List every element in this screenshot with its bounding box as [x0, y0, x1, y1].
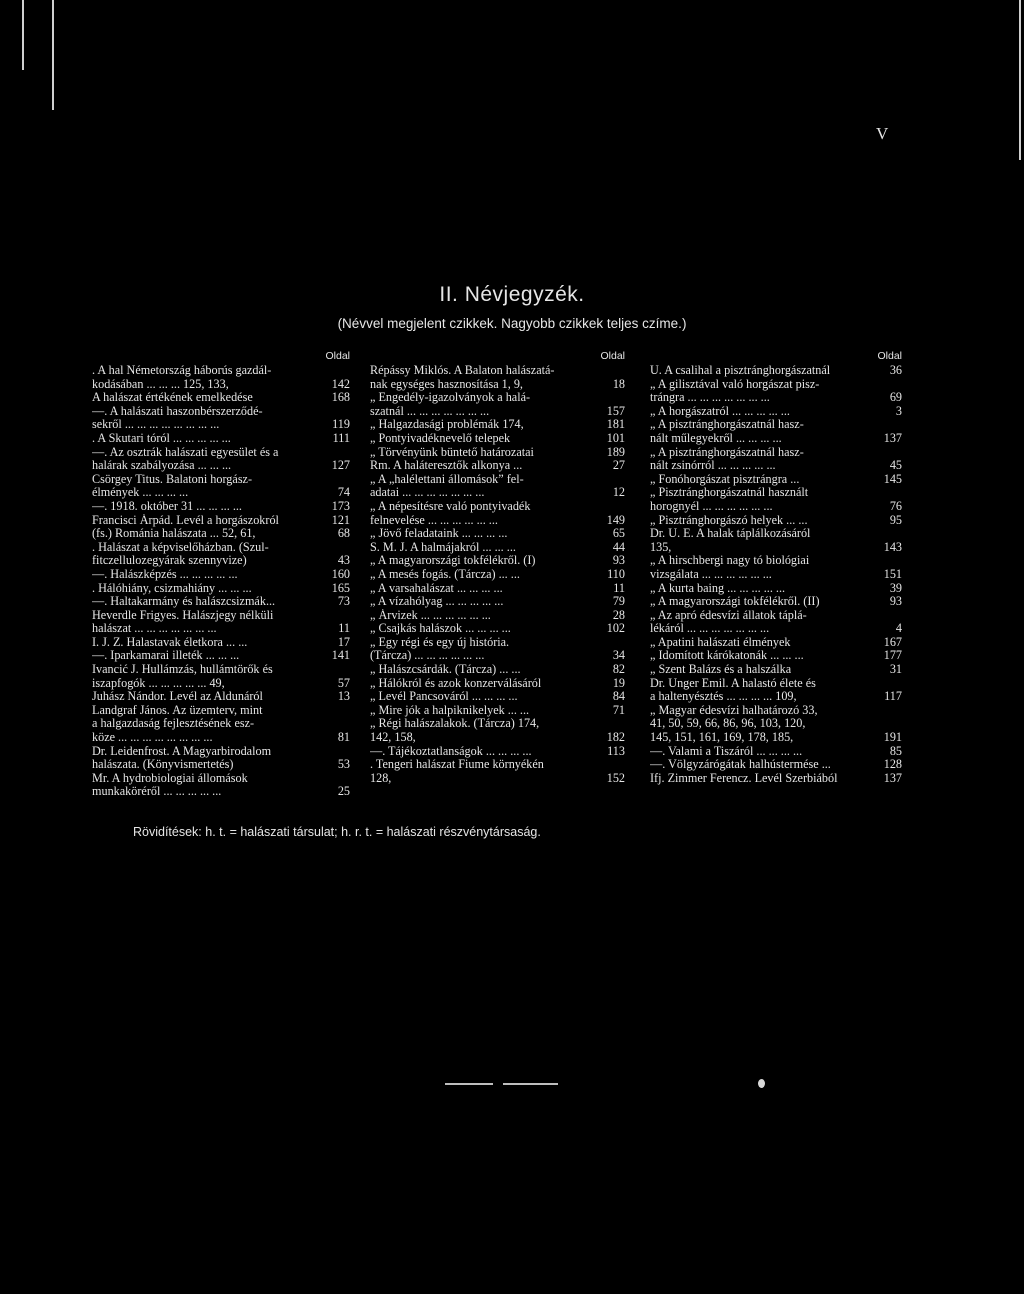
- entry-page: 74: [337, 485, 350, 500]
- entry-text: halászata. (Könyvismertetés): [92, 758, 234, 772]
- entry-page: 3: [895, 403, 902, 418]
- entry-page: 145: [883, 471, 902, 486]
- index-entry: [370, 609, 625, 623]
- entry-text: halászat ... ... ... ... ... ... ...: [92, 622, 217, 636]
- entry-page: 110: [607, 566, 625, 581]
- index-entry: [370, 418, 625, 432]
- index-entry: [370, 486, 625, 500]
- entry-text: . Halászat a képviselőházban. (Szul-: [92, 540, 269, 554]
- index-entry: [92, 690, 350, 704]
- index-entry: [92, 649, 350, 663]
- entry-text: Ivancić J. Hullámzás, hullámtörők és: [92, 663, 273, 677]
- entry-page: 25: [337, 784, 350, 799]
- index-entry: [650, 446, 902, 460]
- entry-text: „ A vízahólyag ... ... ... ... ...: [370, 595, 504, 609]
- index-entry: [650, 622, 902, 636]
- entry-text: —. 1918. október 31 ... ... ... ...: [92, 499, 242, 513]
- scan-dot-mark: [758, 1079, 765, 1088]
- entry-text: A halászat értékének emelkedése: [92, 391, 253, 405]
- entry-page: 43: [337, 553, 350, 568]
- index-entry: [650, 649, 902, 663]
- index-entry: [370, 432, 625, 446]
- entry-text: Csörgey Titus. Balatoni horgász-: [92, 472, 253, 486]
- entry-page: 143: [883, 539, 902, 554]
- entry-page: 95: [889, 512, 902, 527]
- entry-page: 13: [337, 689, 350, 704]
- entry-text: „ A magyarországi tokfélékről. (II): [650, 595, 820, 609]
- entry-text: Landgraf János. Az üzemterv, mint: [92, 703, 263, 717]
- index-entry: [650, 772, 902, 786]
- index-entry: [92, 541, 350, 555]
- entry-page: 81: [337, 730, 350, 745]
- index-entry: [650, 595, 902, 609]
- entry-text: „ Hálókról és azok konzerválásáról: [370, 676, 542, 690]
- entry-text: —. Haltakarmány és halászcsizmák...: [92, 595, 276, 609]
- index-entry: [370, 405, 625, 419]
- index-entry: [650, 677, 902, 691]
- entry-page: 113: [607, 743, 625, 758]
- index-entry: [370, 459, 625, 473]
- index-entry: [650, 554, 902, 568]
- index-entry: [650, 405, 902, 419]
- entry-text: Francisci Árpád. Levél a horgászokról: [92, 513, 279, 527]
- entry-page: 19: [612, 675, 625, 690]
- entry-page: 127: [331, 458, 350, 473]
- entry-page: 167: [883, 634, 902, 649]
- entry-page: 149: [606, 512, 625, 527]
- index-entry: [370, 514, 625, 528]
- entry-text: „ Jövő feladataink ... ... ... ...: [370, 527, 508, 541]
- entry-page: 68: [337, 526, 350, 541]
- entry-page: 189: [606, 444, 625, 459]
- index-entry: [650, 731, 902, 745]
- entry-text: trángra ... ... ... ... ... ... ...: [650, 391, 770, 405]
- entry-text: „ A „halélettani állomások” fel-: [370, 472, 524, 486]
- index-entry: [650, 459, 902, 473]
- index-column-2: [370, 350, 625, 785]
- entry-page: 173: [331, 498, 350, 513]
- entry-text: Dr. U. E. A halak táplálkozásáról: [650, 527, 811, 541]
- index-entry: [370, 473, 625, 487]
- index-entry: [650, 663, 902, 677]
- entry-text: 142, 158,: [370, 731, 416, 745]
- entry-text: „ A mesés fogás. (Tárcza) ... ...: [370, 567, 520, 581]
- entry-text: „ A horgászatról ... ... ... ... ...: [650, 404, 790, 418]
- index-entry: [92, 663, 350, 677]
- index-entry: [92, 636, 350, 650]
- index-entry: [92, 432, 350, 446]
- scan-edge-mark: [52, 0, 54, 110]
- entry-text: —. Halászképzés ... ... ... ... ...: [92, 567, 238, 581]
- index-entry: [370, 527, 625, 541]
- entry-text: (fs.) Románia halászata ... 52, 61,: [92, 527, 256, 541]
- entry-page: 165: [331, 580, 350, 595]
- index-entry: [650, 378, 902, 392]
- index-entry: [650, 758, 902, 772]
- entry-page: 160: [331, 566, 350, 581]
- entry-text: „ A hirschbergi nagy tó biológiai: [650, 554, 810, 568]
- index-entry: [92, 622, 350, 636]
- entry-page: 44: [612, 539, 625, 554]
- entry-page: 84: [612, 689, 625, 704]
- index-entry: [370, 690, 625, 704]
- entry-text: „ Apatini halászati élmények: [650, 635, 791, 649]
- entry-page: 85: [889, 743, 902, 758]
- index-entry: [650, 582, 902, 596]
- entry-text: 135,: [650, 540, 672, 554]
- index-entry: [370, 649, 625, 663]
- entry-text: Rm. A haláteresztők alkonya ...: [370, 459, 523, 473]
- entry-text: horognyél ... ... ... ... ... ...: [650, 499, 773, 513]
- entry-page: 82: [612, 662, 625, 677]
- entry-page: 71: [612, 702, 625, 717]
- entry-page: 18: [612, 376, 625, 391]
- index-entry: [650, 364, 902, 378]
- entry-page: 168: [331, 390, 350, 405]
- index-entry: [370, 582, 625, 596]
- entry-page: 157: [606, 403, 625, 418]
- entry-text: „ Régi halászalakok. (Tárcza) 174,: [370, 717, 540, 731]
- entry-text: szatnál ... ... ... ... ... ... ...: [370, 404, 490, 418]
- scan-edge-mark: [1019, 0, 1021, 160]
- entry-page: 76: [889, 498, 902, 513]
- index-entry: [92, 554, 350, 568]
- entry-text: „ Halgazdasági problémák 174,: [370, 418, 524, 432]
- column-header: Oldal: [877, 350, 902, 362]
- entry-text: „ Szent Balázs és a halszálka: [650, 663, 792, 677]
- index-entry: [370, 758, 625, 772]
- entry-text: 145, 151, 161, 169, 178, 185,: [650, 731, 794, 745]
- index-entry: [650, 636, 902, 650]
- index-entry: [92, 473, 350, 487]
- entry-text: —. Völgyzárógátak halhústermése ...: [650, 758, 831, 772]
- index-entry: [92, 595, 350, 609]
- entry-text: fitczellulozegyárak szennyvize): [92, 554, 247, 568]
- entry-page: 142: [331, 376, 350, 391]
- entry-text: I. J. Z. Halastavak életkora ... ...: [92, 635, 248, 649]
- entry-text: „ Pontyivadéknevelő telepek: [370, 431, 511, 445]
- index-entry: [650, 473, 902, 487]
- entry-text: Mr. A hydrobiologiai állomások: [92, 771, 248, 785]
- entry-page: 93: [889, 594, 902, 609]
- abbreviations-note: Rövidítések: h. t. = halászati társulat; h. r. t. = halászati részvénytársaság.: [133, 825, 541, 839]
- entry-page: 57: [337, 675, 350, 690]
- entry-page: 182: [606, 730, 625, 745]
- entry-page: 4: [895, 621, 902, 636]
- entry-text: „ Fonóhorgászat pisztrángra ...: [650, 472, 800, 486]
- entry-page: 121: [331, 512, 350, 527]
- entry-page: 11: [338, 621, 350, 636]
- column-header: Oldal: [325, 350, 350, 362]
- entry-text: Ifj. Zimmer Ferencz. Levél Szerbiából: [650, 771, 838, 785]
- entry-page: 11: [613, 580, 625, 595]
- entry-page: 117: [884, 689, 902, 704]
- entry-text: nált műlegyekről ... ... ... ...: [650, 431, 782, 445]
- entry-page: 69: [889, 390, 902, 405]
- entry-text: Juhász Nándor. Levél az Aldunáról: [92, 690, 263, 704]
- entry-page: 17: [337, 634, 350, 649]
- scan-line-mark: [445, 1083, 493, 1085]
- entry-text: „ A gilisztával való horgászat pisz-: [650, 377, 820, 391]
- entry-page: 137: [883, 770, 902, 785]
- index-entry: [92, 772, 350, 786]
- entry-text: 41, 50, 59, 66, 86, 96, 103, 120,: [650, 717, 806, 731]
- entry-text: Dr. Leidenfrost. A Magyarbirodalom: [92, 744, 272, 758]
- entry-text: Répássy Miklós. A Balaton halászatá-: [370, 364, 555, 377]
- index-column-1: [92, 350, 350, 799]
- index-entry: [370, 772, 625, 786]
- index-entry: [650, 717, 902, 731]
- entry-text: „ A magyarországi tokfélékről. (I): [370, 554, 536, 568]
- index-entry: [92, 582, 350, 596]
- entry-text: . Tengeri halászat Fiume környékén: [370, 758, 544, 772]
- entry-text: „ Árvizek ... ... ... ... ... ...: [370, 608, 491, 622]
- entry-page: 177: [883, 648, 902, 663]
- entry-page: 191: [883, 730, 902, 745]
- index-entry: [370, 717, 625, 731]
- entry-text: —. Az osztrák halászati egyesület és a: [92, 445, 279, 459]
- index-entry: [92, 731, 350, 745]
- entry-text: „ A kurta baing ... ... ... ... ...: [650, 581, 786, 595]
- page-number: V: [876, 124, 889, 143]
- entry-page: 101: [606, 430, 625, 445]
- entry-text: „ Pisztránghorgászó helyek ... ...: [650, 513, 808, 527]
- entry-page: 137: [883, 430, 902, 445]
- index-entry: [92, 717, 350, 731]
- index-entry: [370, 378, 625, 392]
- entry-text: köze ... ... ... ... ... ... ... ...: [92, 731, 213, 745]
- index-entry: [92, 609, 350, 623]
- index-entry: [92, 405, 350, 419]
- index-entry: [370, 364, 625, 378]
- index-entry: [650, 609, 902, 623]
- index-entry: [92, 378, 350, 392]
- index-entry: [650, 527, 902, 541]
- entry-page: 181: [606, 417, 625, 432]
- index-entry: [92, 486, 350, 500]
- index-entry: [92, 568, 350, 582]
- entry-text: „ A pisztránghorgászatnál hasz-: [650, 445, 804, 459]
- entry-page: 65: [612, 526, 625, 541]
- entry-page: 28: [612, 607, 625, 622]
- entry-text: „ Levél Pancsováról ... ... ... ...: [370, 690, 518, 704]
- index-entry: [650, 541, 902, 555]
- entry-text: S. M. J. A halmájakról ... ... ...: [370, 540, 516, 554]
- entry-text: . A hal Németország háborús gazdál-: [92, 364, 272, 377]
- entry-text: adatai ... ... ... ... ... ... ...: [370, 486, 485, 500]
- index-entry: [370, 636, 625, 650]
- index-entry: [650, 704, 902, 718]
- entry-page: 128: [883, 757, 902, 772]
- index-entry: [650, 568, 902, 582]
- entry-text: sekről ... ... ... ... ... ... ... ...: [92, 418, 220, 432]
- entry-text: felnevelése ... ... ... ... ... ...: [370, 513, 498, 527]
- entry-text: —. Tájékoztatlanságok ... ... ... ...: [370, 744, 532, 758]
- entry-text: „ Pisztránghorgászatnál használt: [650, 486, 809, 500]
- entry-text: —. Iparkamarai illeték ... ... ...: [92, 649, 240, 663]
- entry-page: 102: [606, 621, 625, 636]
- index-entry: [92, 418, 350, 432]
- entry-text: „ Mire jók a halpiknikelyek ... ...: [370, 703, 530, 717]
- entry-page: 111: [332, 430, 350, 445]
- entry-text: „ Törvényünk büntető határozatai: [370, 445, 534, 459]
- index-entry: [370, 731, 625, 745]
- entry-page: 45: [889, 458, 902, 473]
- index-entry: [370, 663, 625, 677]
- entry-page: 119: [332, 417, 350, 432]
- entry-page: 152: [606, 770, 625, 785]
- entry-page: 93: [612, 553, 625, 568]
- entry-text: élmények ... ... ... ...: [92, 486, 189, 500]
- index-entry: [650, 486, 902, 500]
- entry-text: a haltenyésztés ... ... ... ... 109,: [650, 690, 797, 704]
- index-entry: [370, 745, 625, 759]
- index-entry: [370, 446, 625, 460]
- index-entry: [370, 568, 625, 582]
- entry-page: 151: [883, 566, 902, 581]
- entry-page: 31: [889, 662, 902, 677]
- entry-text: lékáról ... ... ... ... ... ... ...: [650, 622, 770, 636]
- scan-edge-mark: [22, 0, 24, 70]
- index-entry: [650, 418, 902, 432]
- entry-text: kodásában ... ... ... 125, 133,: [92, 377, 229, 391]
- entry-page: 34: [612, 648, 625, 663]
- entry-text: munkaköréről ... ... ... ... ...: [92, 785, 222, 799]
- entry-text: nak egységes hasznosítása 1, 9,: [370, 377, 523, 391]
- entry-text: „ Idomított kárókatonák ... ... ...: [650, 649, 804, 663]
- index-entry: [92, 758, 350, 772]
- entry-page: 53: [337, 757, 350, 772]
- index-entry: [370, 554, 625, 568]
- entry-text: „ Magyar édesvízi halhatározó 33,: [650, 703, 818, 717]
- entry-text: Heverdle Frigyes. Halászjegy nélküli: [92, 608, 274, 622]
- entry-text: „ A varsahalászat ... ... ... ...: [370, 581, 503, 595]
- index-entry: [650, 514, 902, 528]
- entry-text: —. Valami a Tiszáról ... ... ... ...: [650, 744, 803, 758]
- index-entry: [92, 785, 350, 799]
- entry-text: „ Csajkás halászok ... ... ... ...: [370, 622, 511, 636]
- entry-page: 141: [331, 648, 350, 663]
- entry-text: „ Halászcsárdák. (Tárcza) ... ...: [370, 663, 521, 677]
- index-entry: [370, 622, 625, 636]
- entry-text: a halgazdaság fejlesztésének esz-: [92, 717, 255, 731]
- page-subtitle: (Névvel megjelent czikkek. Nagyobb czikkek teljes czíme.): [337, 316, 687, 331]
- entry-text: iszapfogók ... ... ... ... ... 49,: [92, 676, 225, 690]
- page-title: II. Névjegyzék.: [439, 283, 585, 306]
- index-entry: [370, 677, 625, 691]
- column-header: Oldal: [600, 350, 625, 362]
- entry-page: 39: [889, 580, 902, 595]
- entry-text: nált zsinórról ... ... ... ... ...: [650, 459, 776, 473]
- entry-text: U. A csalihal a pisztránghorgászatnál: [650, 364, 831, 377]
- index-entry: [92, 745, 350, 759]
- scan-line-mark: [503, 1083, 558, 1085]
- index-entry: [92, 527, 350, 541]
- index-entry: [650, 432, 902, 446]
- index-entry: [650, 745, 902, 759]
- index-entry: [92, 364, 350, 378]
- entry-text: vizsgálata ... ... ... ... ... ...: [650, 567, 772, 581]
- entry-text: „ Egy régi és egy új história.: [370, 635, 510, 649]
- entry-text: . A Skutari tóról ... ... ... ... ...: [92, 431, 231, 445]
- entry-text: halárak szabályozása ... ... ...: [92, 459, 232, 473]
- entry-text: Dr. Unger Emil. A halastó élete és: [650, 676, 816, 690]
- entry-page: 36: [889, 363, 902, 377]
- index-entry: [650, 500, 902, 514]
- index-column-3: [650, 350, 902, 785]
- entry-page: 79: [612, 594, 625, 609]
- entry-page: 12: [612, 485, 625, 500]
- index-entry: [370, 391, 625, 405]
- index-entry: [92, 459, 350, 473]
- index-entry: [370, 500, 625, 514]
- entry-page: 27: [612, 458, 625, 473]
- entry-text: —. A halászati haszonbérszerződé-: [92, 404, 263, 418]
- index-entry: [92, 500, 350, 514]
- index-entry: [92, 704, 350, 718]
- entry-text: „ Engedély-igazolványok a halá-: [370, 391, 531, 405]
- index-entry: [92, 446, 350, 460]
- index-entry: [92, 391, 350, 405]
- index-entry: [370, 704, 625, 718]
- index-entry: [370, 595, 625, 609]
- entry-text: „ A népesítésre való pontyivadék: [370, 499, 531, 513]
- entry-text: „ Az apró édesvízi állatok táplá-: [650, 608, 807, 622]
- index-entry: [92, 514, 350, 528]
- entry-text: 128,: [370, 771, 392, 785]
- index-entry: [650, 391, 902, 405]
- entry-text: (Tárcza) ... ... ... ... ... ...: [370, 649, 485, 663]
- index-entry: [370, 541, 625, 555]
- entry-text: . Hálóhiány, csizmahiány ... ... ...: [92, 581, 252, 595]
- index-entry: [92, 677, 350, 691]
- entry-text: „ A pisztránghorgászatnál hasz-: [650, 418, 804, 432]
- index-entry: [650, 690, 902, 704]
- entry-page: 73: [337, 594, 350, 609]
